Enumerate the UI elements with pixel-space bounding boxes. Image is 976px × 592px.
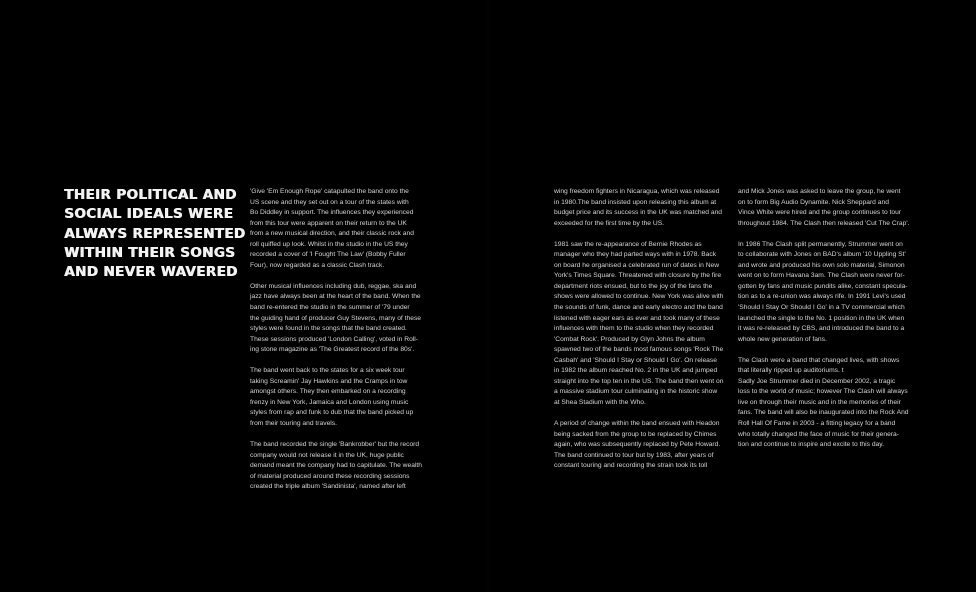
paragraph-line: department riots ensued, but to the joy of the fans the — [554, 282, 713, 290]
paragraph-line: to collaborate with Jones on BAD's album '10 Uppling St' — [738, 251, 906, 259]
paragraph-line: Bo Diddley in support. The influences they experienced — [250, 209, 414, 217]
paragraph-line: and wrote and produced his own solo material, Simonon — [738, 261, 905, 269]
paragraph-line: launched the single to the No. 1 position in the UK when — [738, 314, 905, 322]
body-paragraph — [738, 356, 920, 451]
paragraph-line: 'Combat Rock'. Produced by Glyn Johns the album — [554, 335, 705, 343]
paragraph-line: went on to form Havana 3am. The Clash were never for- — [738, 272, 905, 280]
paragraph-line: jazz have always been at the heart of the band. When the — [250, 293, 421, 301]
pull-quote-line: THEIR POLITICAL AND — [64, 187, 237, 203]
paragraph-gap — [554, 408, 736, 419]
paragraph-line: styles from rap and funk to dub that the band picked up — [250, 409, 414, 417]
paragraph-line: The band recorded the single 'Bankrobber' but the record — [250, 441, 420, 449]
paragraph-line: ing stone magazine as 'The Greatest record of the 80s'. — [250, 346, 415, 354]
paragraph-line: live on through their music and in the memories of their — [738, 398, 901, 406]
body-paragraph — [554, 240, 736, 409]
paragraph-line: taking Screamin' Jay Hawkins and the Cramps in tow — [250, 377, 408, 385]
paragraph-line: on to form Big Audio Dynamite. Nick Sheppard and — [738, 198, 889, 206]
paragraph-line: amongst others. They then embarked on a recording — [250, 388, 406, 396]
paragraph-line: Roll Hall Of Fame in 2003 - a fitting legacy for a band — [738, 420, 896, 428]
paragraph-line: US scene and they set out on a tour of the states with — [250, 198, 409, 206]
paragraph-line: influences with them to the studio when they recorded — [554, 325, 714, 333]
paragraph-gap — [250, 271, 432, 282]
paragraph-line: from this tour were apparent on their return to the UK — [250, 219, 407, 227]
paragraph-line: roll quiffed up look. Whilst in the studio in the US they — [250, 240, 408, 248]
page-gutter — [487, 0, 489, 592]
paragraph-line: tion and continue to inspire and excite to this day. — [738, 441, 884, 449]
paragraph-line: in 1982 the album reached No. 2 in the UK and jumped — [554, 367, 718, 375]
body-paragraph — [250, 187, 432, 271]
paragraph-line: styles were found in the songs that the band created. — [250, 325, 407, 333]
paragraph-line: loss to the world of music; however The Clash will always — [738, 388, 908, 396]
pull-quote-line: SOCIAL IDEALS WERE — [64, 206, 234, 223]
body-paragraph — [738, 240, 920, 345]
text-column-3 — [738, 187, 920, 451]
paragraph-line: frenzy in New York, Jamaica and London using music — [250, 398, 409, 406]
paragraph-line: company would not release it in the UK, huge public — [250, 451, 404, 459]
paragraph-line: demand meant the company had to capitulate. The wealth — [250, 462, 423, 470]
paragraph-line: listened with eager ears as ever and took many of these — [554, 314, 720, 322]
paragraph-line: constant touring and recording the strain took its toll — [554, 462, 708, 470]
pull-quote-line: WITHIN THEIR SONGS — [64, 244, 236, 261]
paragraph-line: from their touring and travels. — [250, 420, 337, 428]
paragraph-line: who totally changed the face of music for their genera- — [738, 430, 899, 438]
paragraph-line: created the triple album 'Sandinista', named after left — [250, 483, 406, 491]
paragraph-line: These sessions produced 'London Calling', voted in Roll- — [250, 335, 418, 343]
paragraph-line: in 1980.The band insisted upon releasing this album at — [554, 198, 717, 206]
paragraph-line: York's Times Square. Threatened with closure by the fire — [554, 272, 722, 280]
paragraph-line: at Shea Stadium with the Who. — [554, 398, 646, 406]
paragraph-line: it was re-released by CBS, and introduced the band to a — [738, 325, 905, 333]
paragraph-line: from a new musical direction, and their classic rock and — [250, 230, 414, 238]
pull-quote-line: AND NEVER WAVERED — [64, 264, 238, 281]
paragraph-line: The band went back to the states for a six week tour — [250, 367, 405, 375]
paragraph-line: and Mick Jones was asked to leave the group, he went — [738, 188, 901, 195]
paragraph-line: tion as to a re-union was always rife. In 1991 Levi's used — [738, 293, 906, 301]
paragraph-line: manager who they had parted ways with in 1978. Back — [554, 251, 717, 259]
body-paragraph — [738, 187, 920, 229]
paragraph-line: on board he organised a celebrated run of dates in New — [554, 261, 720, 269]
paragraph-line: again, who was subsequently replaced by Pete Howard. — [554, 441, 721, 449]
paragraph-gap — [738, 229, 920, 240]
paragraph-line: shows were allowed to continue. New York was alive with — [554, 293, 724, 301]
paragraph-line: Sadly Joe Strummer died in December 2002, a tragic — [738, 377, 896, 385]
paragraph-line: Casbah' and 'Should I Stay or Should I Go'. On release — [554, 356, 717, 364]
paragraph-line: band re-entered the studio in the summer of '79 under — [250, 304, 410, 312]
paragraph-line: spawned two of the bands most famous songs 'Rock The — [554, 346, 724, 354]
paragraph-line: In 1986 The Clash split permanently, Strummer went on — [738, 240, 903, 248]
paragraph-line: a massive stadium tour culminating in the historic show — [554, 388, 718, 396]
paragraph-line: Four), now regarded as a classic Clash track. — [250, 261, 385, 269]
paragraph-line: whole new generation of fans. — [738, 335, 827, 343]
paragraph-gap — [554, 229, 736, 240]
body-paragraph — [250, 440, 432, 493]
body-paragraph — [250, 282, 432, 356]
pull-quote-line: ALWAYS REPRESENTED — [64, 225, 246, 242]
paragraph-line: the sounds of funk, dance and early electro and the band — [554, 304, 723, 312]
paragraph-line: 'Give 'Em Enough Rope' catapulted the band onto the — [250, 188, 409, 195]
paragraph-line: throughout 1984. The Clash then released 'Cut The Crap'. — [738, 219, 910, 227]
body-paragraph — [554, 419, 736, 472]
paragraph-line: The Clash were a band that changed lives, with shows — [738, 356, 900, 364]
paragraph-line: of material produced around these recording sessions — [250, 472, 410, 480]
body-paragraph — [250, 366, 432, 429]
paragraph-line: 1981 saw the re-appearance of Bernie Rhodes as — [554, 240, 702, 248]
paragraph-line: gotten by fans and music pundits alike, constant specula- — [738, 282, 908, 290]
paragraph-line: fans. The band will also be inaugurated into the Rock And — [738, 409, 909, 417]
paragraph-line: Vince White were hired and the group continues to tour — [738, 209, 902, 217]
paragraph-line: that literally ripped up auditoriums. t — [738, 367, 844, 375]
paragraph-line: The band continued to tour but by 1983, after years of — [554, 451, 714, 459]
paragraph-line: exceeded for the first time by the US. — [554, 219, 665, 227]
body-paragraph — [554, 187, 736, 229]
paragraph-line: 'Should I Stay Or Should I Go' in a TV commercial which — [738, 304, 905, 312]
text-column-1 — [250, 187, 432, 493]
paragraph-line: being sacked from the group to be replaced by Chimes — [554, 430, 717, 438]
paragraph-line: recorded a cover of 'I Fought The Law' (Bobby Fuller — [250, 251, 406, 259]
text-column-2 — [554, 187, 736, 472]
paragraph-gap — [250, 356, 432, 367]
paragraph-gap — [738, 345, 920, 356]
paragraph-line: Other musical influences including dub, reggae, ska and — [250, 282, 417, 290]
paragraph-gap — [250, 430, 432, 441]
paragraph-line: wing freedom fighters in Nicaragua, which was released — [554, 188, 720, 195]
paragraph-line: A period of change within the band ensued with Headon — [554, 420, 720, 428]
paragraph-line: straight into the top ten in the US. The band then went on — [554, 377, 724, 385]
paragraph-line: budget price and its success in the UK was matched and — [554, 209, 723, 217]
paragraph-line: the guiding hand of producer Guy Stevens, many of these — [250, 314, 422, 322]
pull-quote — [64, 186, 246, 282]
